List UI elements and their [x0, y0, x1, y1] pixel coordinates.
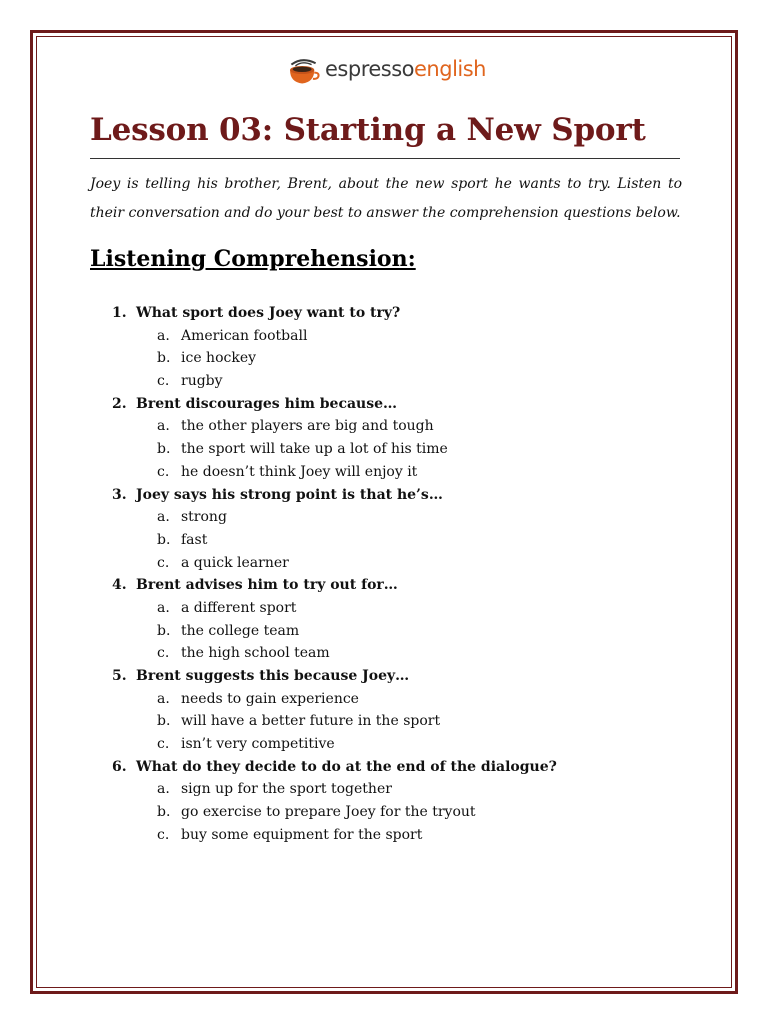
option-text: strong	[181, 509, 227, 526]
question-4	[112, 574, 672, 665]
question-number: 1.	[112, 305, 127, 321]
answer-option	[112, 461, 672, 484]
option-letter: a.	[157, 418, 170, 435]
question-6	[112, 756, 672, 847]
option-text: isn’t very competitive	[181, 736, 335, 753]
option-letter: b.	[157, 350, 171, 367]
option-text: the high school team	[181, 645, 330, 662]
option-letter: c.	[157, 554, 170, 571]
question-list	[112, 302, 672, 847]
option-text: fast	[181, 531, 208, 548]
question-number: 4.	[112, 577, 127, 594]
option-text: rugby	[181, 373, 223, 390]
section-heading: Listening Comprehension:	[90, 246, 416, 272]
answer-option	[112, 642, 672, 665]
logo-wordmark	[325, 57, 486, 81]
answer-option	[112, 415, 672, 438]
answer-option	[112, 597, 672, 620]
answer-option	[112, 506, 672, 529]
option-text: American football	[181, 327, 308, 344]
option-text: ice hockey	[181, 350, 257, 367]
option-letter: c.	[157, 645, 170, 662]
answer-option	[112, 325, 672, 348]
answer-option	[112, 370, 672, 393]
option-letter: a.	[157, 690, 170, 707]
option-letter: a.	[157, 599, 170, 616]
option-letter: a.	[157, 509, 170, 526]
option-text: the college team	[181, 622, 300, 639]
option-letter: c.	[157, 373, 170, 390]
logo-text-espresso: espresso	[325, 57, 415, 81]
question-1	[112, 302, 672, 393]
option-letter: a.	[157, 327, 170, 344]
option-text: a quick learner	[181, 554, 289, 571]
option-text: go exercise to prepare Joey for the tryout	[181, 804, 476, 821]
espresso-english-logo	[286, 48, 486, 96]
answer-option	[112, 733, 672, 756]
option-text: the sport will take up a lot of his time	[181, 441, 448, 458]
option-text: will have a better future in the sport	[181, 713, 441, 730]
option-letter: c.	[157, 826, 170, 843]
logo-text-english: english	[414, 57, 486, 81]
question-number: 6.	[112, 758, 127, 775]
question-text: Brent advises him to try out for…	[136, 577, 398, 594]
answer-option	[112, 529, 672, 552]
answer-option	[112, 824, 672, 847]
option-text: the other players are big and tough	[181, 418, 434, 435]
answer-option	[112, 552, 672, 575]
option-text: he doesn’t think Joey will enjoy it	[181, 463, 418, 480]
question-2	[112, 393, 672, 484]
lesson-title: Lesson 03: Starting a New Sport	[90, 112, 646, 148]
option-letter: b.	[157, 713, 171, 730]
answer-option	[112, 688, 672, 711]
title-divider	[90, 158, 680, 159]
question-number: 5.	[112, 668, 127, 684]
coffee-cup-icon	[286, 51, 321, 93]
option-text: needs to gain experience	[181, 690, 359, 707]
question-number: 3.	[112, 486, 127, 503]
question-number: 2.	[112, 395, 127, 412]
question-5	[112, 665, 672, 756]
option-text: a different sport	[181, 599, 297, 616]
option-letter: b.	[157, 531, 171, 548]
answer-option	[112, 347, 672, 370]
intro-paragraph: Joey is telling his brother, Brent, about the new sport he wants to try. Listen to their conversation and do your best to answer the comprehension questions below.	[90, 176, 682, 221]
option-text: buy some equipment for the sport	[181, 826, 423, 843]
answer-option	[112, 778, 672, 801]
option-letter: c.	[157, 736, 170, 753]
option-letter: b.	[157, 804, 171, 821]
option-letter: b.	[157, 441, 171, 458]
question-text: What sport does Joey want to try?	[136, 305, 401, 321]
answer-option	[112, 801, 672, 824]
option-letter: c.	[157, 463, 170, 480]
question-3	[112, 484, 672, 575]
answer-option	[112, 620, 672, 643]
answer-option	[112, 710, 672, 733]
option-text: sign up for the sport together	[181, 781, 392, 798]
question-text: What do they decide to do at the end of the dialogue?	[136, 758, 557, 775]
question-text: Brent discourages him because…	[136, 395, 398, 412]
option-letter: b.	[157, 622, 171, 639]
answer-option	[112, 438, 672, 461]
question-text: Joey says his strong point is that he’s…	[136, 486, 443, 503]
option-letter: a.	[157, 781, 170, 798]
question-text: Brent suggests this because Joey…	[136, 668, 410, 684]
